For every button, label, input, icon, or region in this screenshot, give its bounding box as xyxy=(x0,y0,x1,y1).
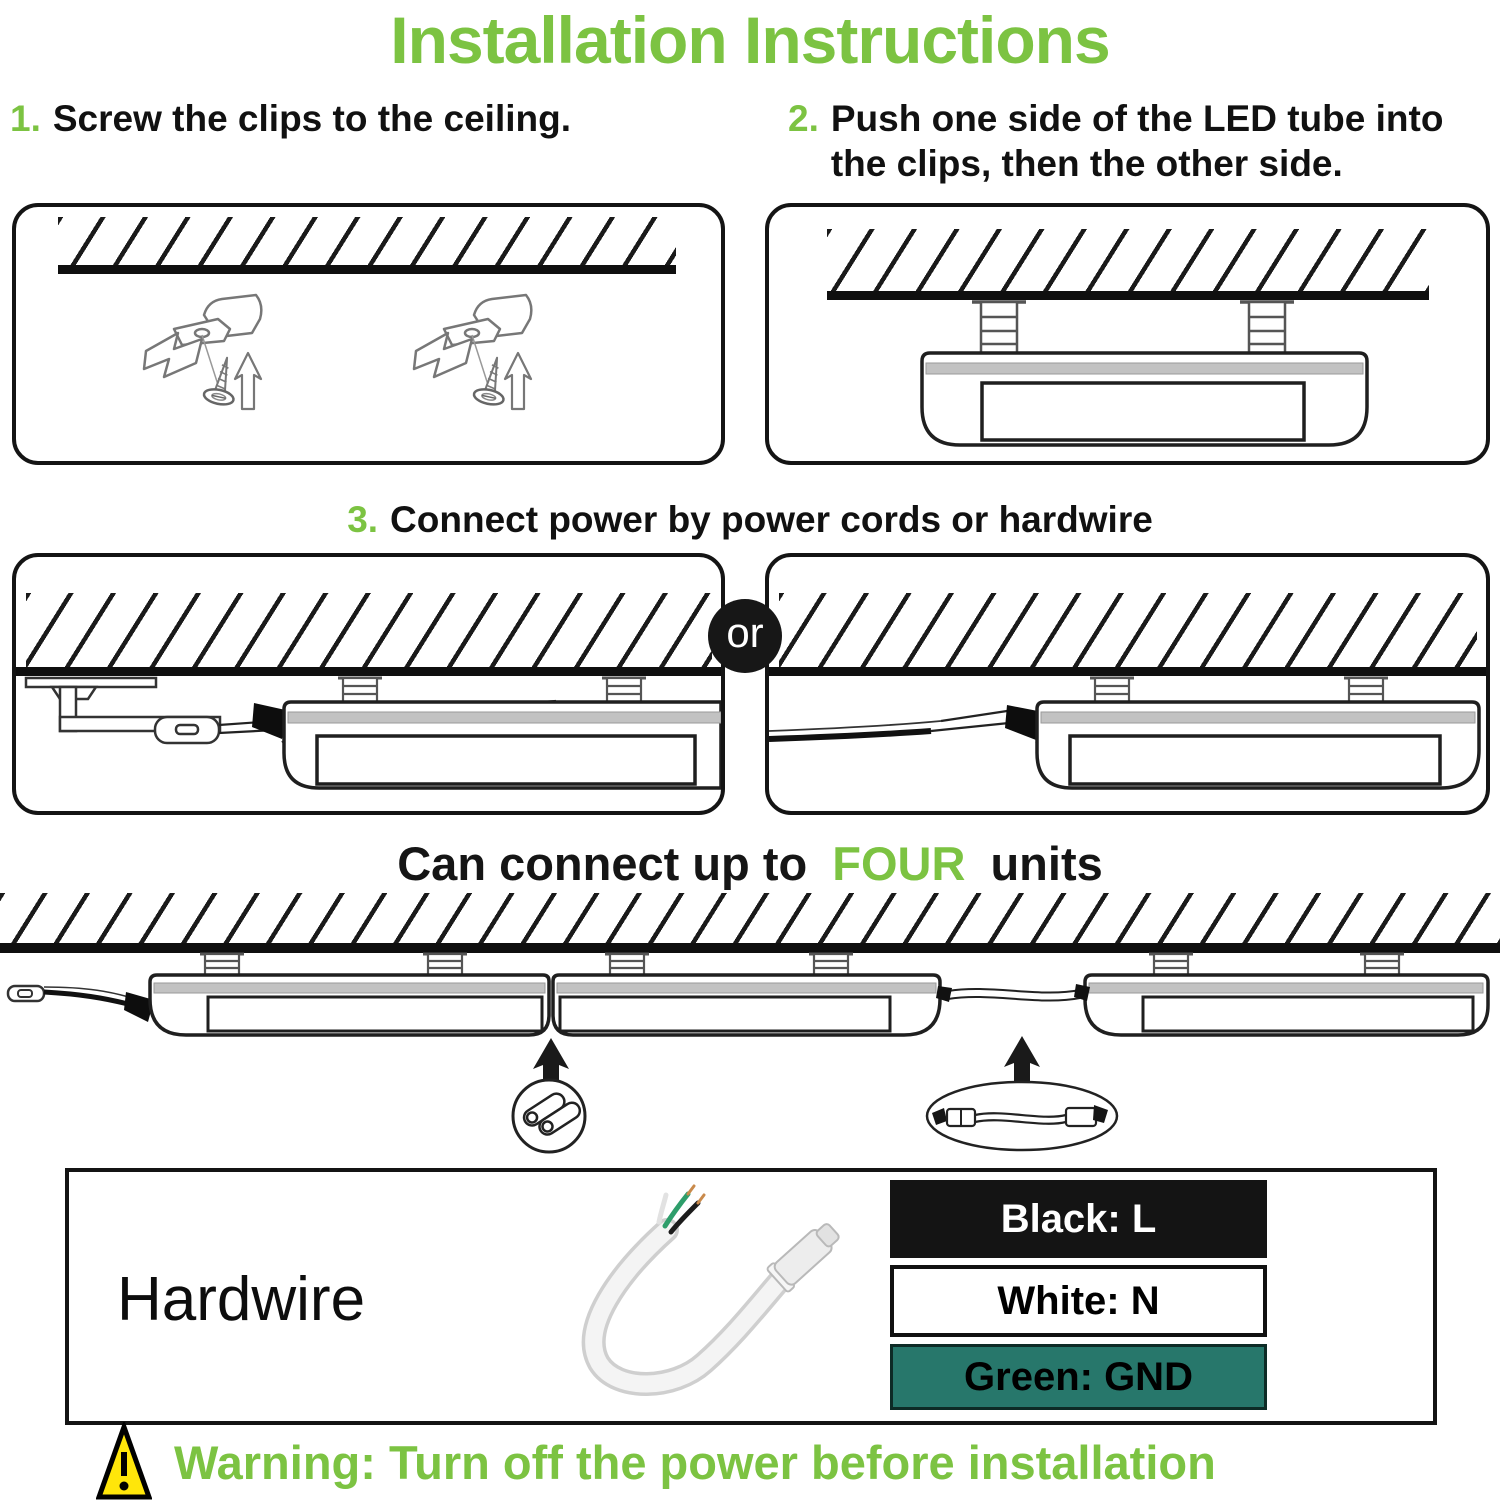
step-3-power-cord-diagram xyxy=(765,553,1490,815)
warning-triangle-icon xyxy=(96,1422,152,1502)
step-3-hardwire-diagram xyxy=(12,553,725,815)
hardwire-panel xyxy=(65,1168,1437,1425)
up-arrow-icon xyxy=(235,353,261,409)
four-units-diagram xyxy=(0,888,1500,1160)
led-tube-fixture xyxy=(1085,975,1488,1035)
screw-icon xyxy=(203,355,242,407)
mounting-clip-icon xyxy=(144,295,261,409)
led-tube-fixture xyxy=(150,975,549,1035)
connect-note-prefix: Can connect up to xyxy=(397,837,808,890)
step-3-number: 3. xyxy=(347,499,379,540)
hardwire-connection-art xyxy=(16,557,721,811)
step-1-text: Screw the clips to the ceiling. xyxy=(52,98,571,139)
connect-note-suffix: units xyxy=(990,837,1103,890)
arrow-up-icon xyxy=(533,1038,569,1084)
cable-connector xyxy=(766,1218,844,1293)
double-connector-icon xyxy=(513,1080,585,1152)
arrow-up-icon xyxy=(1004,1036,1040,1084)
stripped-wires xyxy=(659,1186,704,1232)
legend-white-n: White: N xyxy=(890,1265,1267,1337)
step-1-diagram xyxy=(12,203,725,465)
or-badge: or xyxy=(708,599,782,673)
warning-row xyxy=(96,1422,1216,1502)
led-tube-fixture xyxy=(1037,702,1479,788)
mounting-clip-icon xyxy=(414,295,531,409)
step-1-number: 1. xyxy=(10,98,41,139)
hardwire-label: Hardwire xyxy=(117,1265,366,1334)
legend-green-gnd: Green: GND xyxy=(890,1344,1267,1410)
power-cord xyxy=(8,986,154,1022)
mounting-clip xyxy=(338,678,646,702)
connect-note-highlight: FOUR xyxy=(832,837,966,890)
step-2-label xyxy=(788,96,1471,186)
wire-legend xyxy=(890,1180,1267,1417)
connected-units-art xyxy=(0,888,1500,1160)
up-arrow-icon xyxy=(505,353,531,409)
mounting-clip xyxy=(200,954,1404,975)
led-tube-fixture xyxy=(553,975,940,1035)
step-3-text: Connect power by power cords or hardwire xyxy=(390,499,1153,540)
mounting-clip xyxy=(1090,678,1388,702)
step-1-label xyxy=(10,96,571,141)
junction-plate xyxy=(26,678,156,699)
fixture-art xyxy=(769,207,1486,461)
power-cord xyxy=(769,711,1009,739)
step-3-label xyxy=(0,497,1500,542)
step-2-number: 2. xyxy=(788,98,819,139)
screw-icon xyxy=(473,355,512,407)
connect-note xyxy=(0,836,1500,891)
clip-screw-art xyxy=(16,207,721,461)
hardwire-cable-photo xyxy=(459,1178,899,1416)
legend-black-l: Black: L xyxy=(890,1180,1267,1258)
link-cable xyxy=(936,984,1090,1002)
led-tube-fixture xyxy=(922,353,1367,445)
page-title: Installation Instructions xyxy=(390,3,1110,77)
step-2-text: Push one side of the LED tube into the clips, then the other side. xyxy=(830,98,1444,185)
step-2-diagram xyxy=(765,203,1490,465)
mounting-clip xyxy=(972,302,1294,353)
connector-cord-icon xyxy=(927,1082,1117,1150)
inline-connector xyxy=(155,717,219,743)
warning-text: Warning: Turn off the power before installation xyxy=(174,1435,1216,1489)
led-tube-fixture xyxy=(284,702,721,788)
power-cord-connection-art xyxy=(769,557,1486,811)
